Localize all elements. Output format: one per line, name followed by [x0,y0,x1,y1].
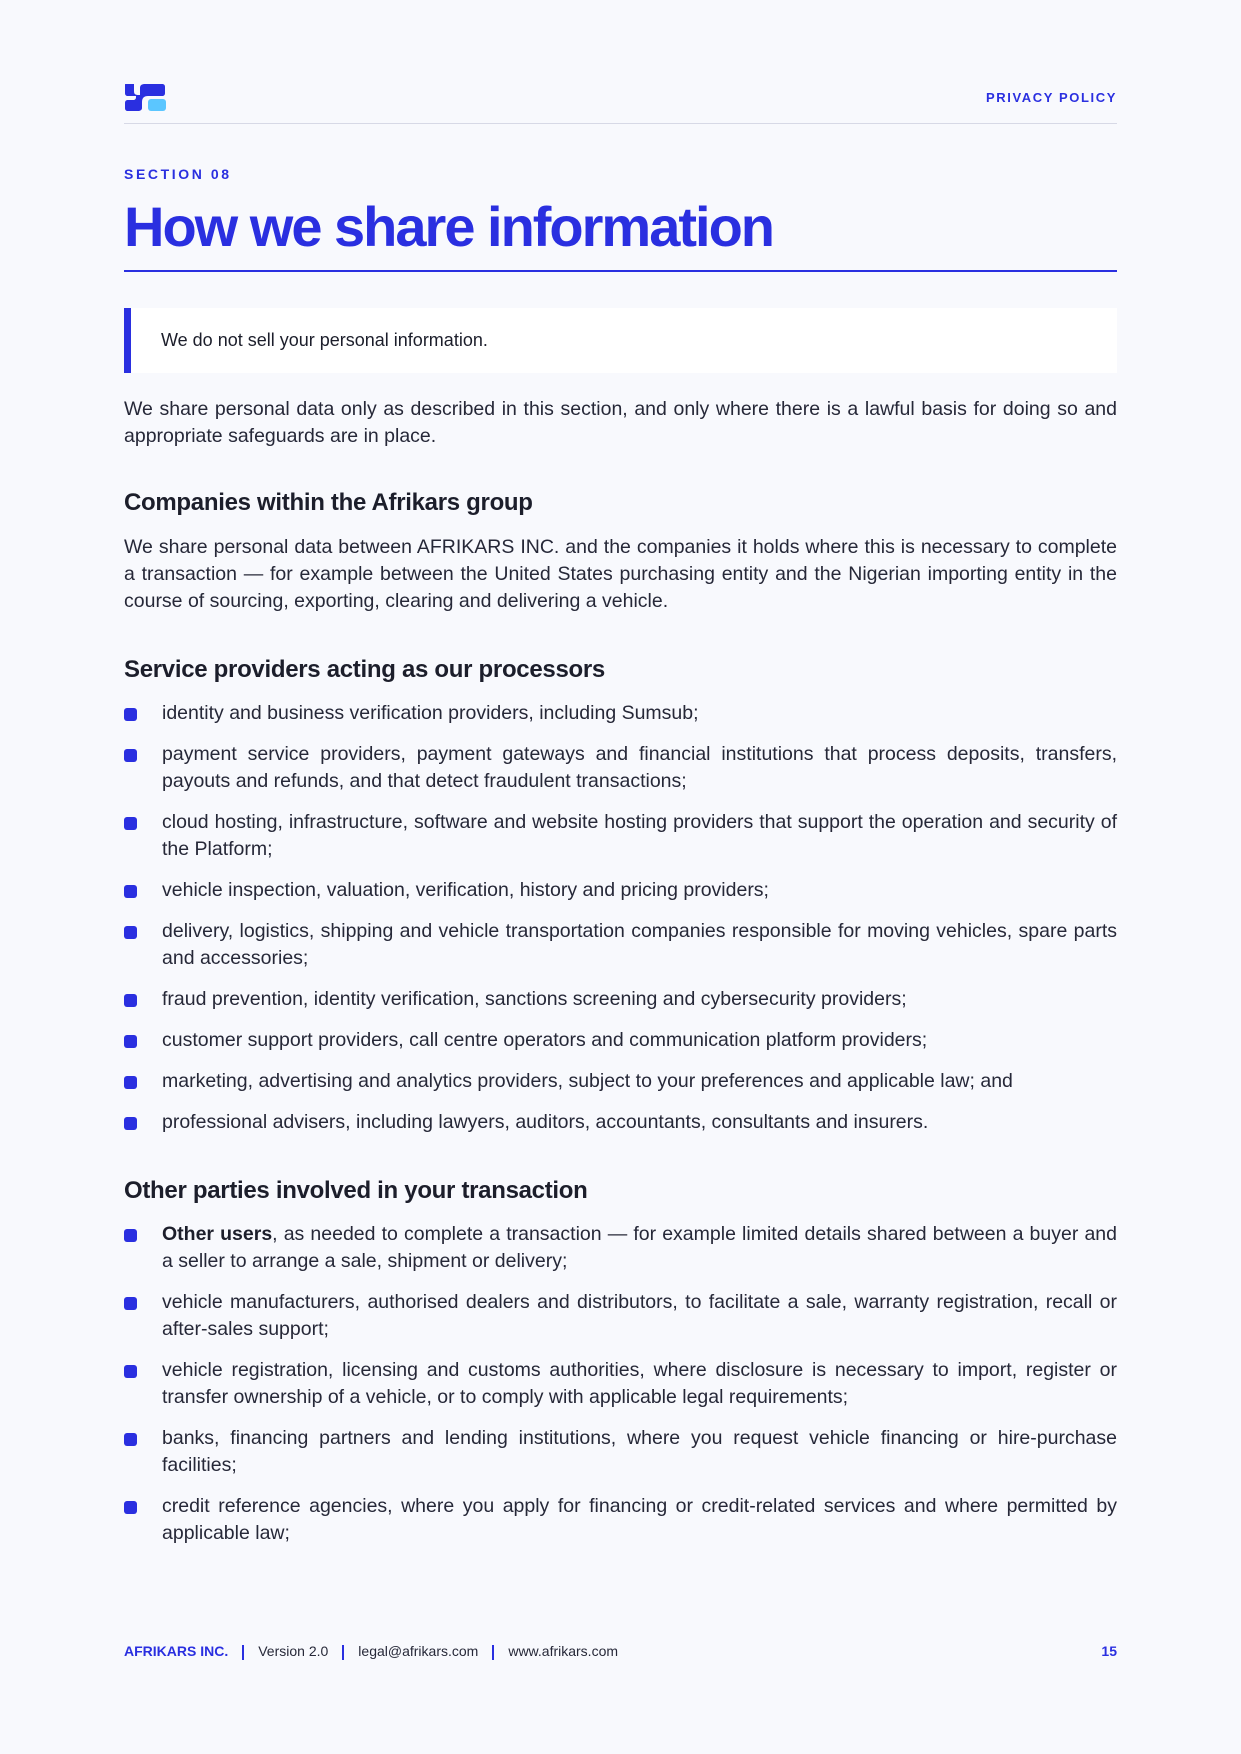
list-item [124,809,1117,863]
bullet-icon [124,1365,137,1378]
title-divider [124,270,1117,272]
bullet-icon [124,885,137,898]
list-item-text: customer support providers, call centre operators and communication platform providers; [162,1029,928,1051]
bullet-icon [124,1433,137,1446]
callout-accent-bar [124,308,131,373]
document-label: PRIVACY POLICY [986,90,1117,105]
bullet-icon [124,749,137,762]
footer-divider [492,1645,494,1660]
list-item [124,986,1117,1013]
page-title: How we share information [124,195,773,258]
afrikars-logo-icon [124,82,166,112]
footer-version: Version 2.0 [258,1643,329,1659]
list-item-text: professional advisers, including lawyers, auditors, accountants, consultants and insurers. [162,1111,929,1133]
group-paragraph: We share personal data between AFRIKARS INC. and the companies it holds where this is necessary to complete a transaction — for example between the United States purchasing entity and the Nigerian importing entity in the course of sourcing, exporting, clearing and delivering a vehicle. [124,536,1117,612]
list-item [124,700,1117,727]
list-item-text: identity and business verification providers, including Sumsub; [162,702,699,724]
list-item-text: marketing, advertising and analytics providers, subject to your preferences and applicable law; and [162,1070,1013,1092]
list-item-text: cloud hosting, infrastructure, software and website hosting providers that support the operation and security of the Platform; [162,811,1117,860]
list-item [124,1357,1117,1411]
footer-website-link[interactable]: www.afrikars.com [508,1643,619,1659]
section-body [124,396,1117,1547]
footer-email-link[interactable]: legal@afrikars.com [358,1643,479,1659]
list-item [124,918,1117,972]
footer-divider [342,1645,344,1660]
list-item [124,1109,1117,1136]
bullet-icon [124,926,137,939]
footer-company: AFRIKARS INC. [124,1643,229,1659]
bullet-icon [124,1035,137,1048]
list-item-text: payment service providers, payment gateways and financial institutions that process deposits, transfers, payouts and refunds, and that detect fraudulent transactions; [162,743,1117,792]
bullet-icon [124,1117,137,1130]
bullet-icon [124,1229,137,1242]
bullet-icon [124,1297,137,1310]
section-label: SECTION 08 [124,166,232,182]
intro-paragraph: We share personal data only as described in this section, and only where there is a lawful basis for doing so and appropriate safeguards are in place. [124,398,1117,447]
list-item-text: delivery, logistics, shipping and vehicle transportation companies responsible for moving vehicles, spare parts and accessories; [162,920,1117,969]
other-parties-heading: Other parties involved in your transaction [124,1177,588,1204]
list-item [124,877,1117,904]
bullet-icon [124,994,137,1007]
group-heading: Companies within the Afrikars group [124,489,533,516]
page-number: 15 [1101,1643,1117,1659]
list-item-text: vehicle inspection, valuation, verification, history and pricing providers; [162,879,769,901]
list-item [124,1425,1117,1479]
page-footer [124,1643,1117,1663]
callout-box [124,308,1117,373]
other-parties-list [124,1221,1117,1547]
footer-divider [242,1645,244,1660]
list-item [124,1068,1117,1095]
page [124,0,1117,1754]
bullet-icon [124,817,137,830]
processors-list [124,700,1117,1136]
list-item [124,1493,1117,1547]
list-item [124,1289,1117,1343]
list-item [124,741,1117,795]
list-item-text: credit reference agencies, where you apply for financing or credit-related services and where permitted by applicable law; [162,1495,1117,1544]
bullet-icon [124,708,137,721]
list-item-text: , as needed to complete a transaction — for example limited details shared between a buyer and a seller to arrange a sale, shipment or delivery; [162,1223,1117,1272]
list-item-bold-lead: Other users [162,1223,273,1245]
list-item-text: banks, financing partners and lending institutions, where you request vehicle financing or hire-purchase facilities; [162,1427,1117,1476]
page-header [124,80,1117,124]
bullet-icon [124,1076,137,1089]
bullet-icon [124,1501,137,1514]
processors-heading: Service providers acting as our processors [124,656,605,683]
callout-text: We do not sell your personal information. [161,330,488,350]
list-item-text: fraud prevention, identity verification, sanctions screening and cybersecurity providers; [162,988,907,1010]
list-item-text: vehicle registration, licensing and customs authorities, where disclosure is necessary to import, register or transfer ownership of a vehicle, or to comply with applicable legal requirements; [162,1359,1117,1408]
list-item [124,1221,1117,1275]
list-item-text: vehicle manufacturers, authorised dealers and distributors, to facilitate a sale, warranty registration, recall or after-sales support; [162,1291,1117,1340]
list-item [124,1027,1117,1054]
